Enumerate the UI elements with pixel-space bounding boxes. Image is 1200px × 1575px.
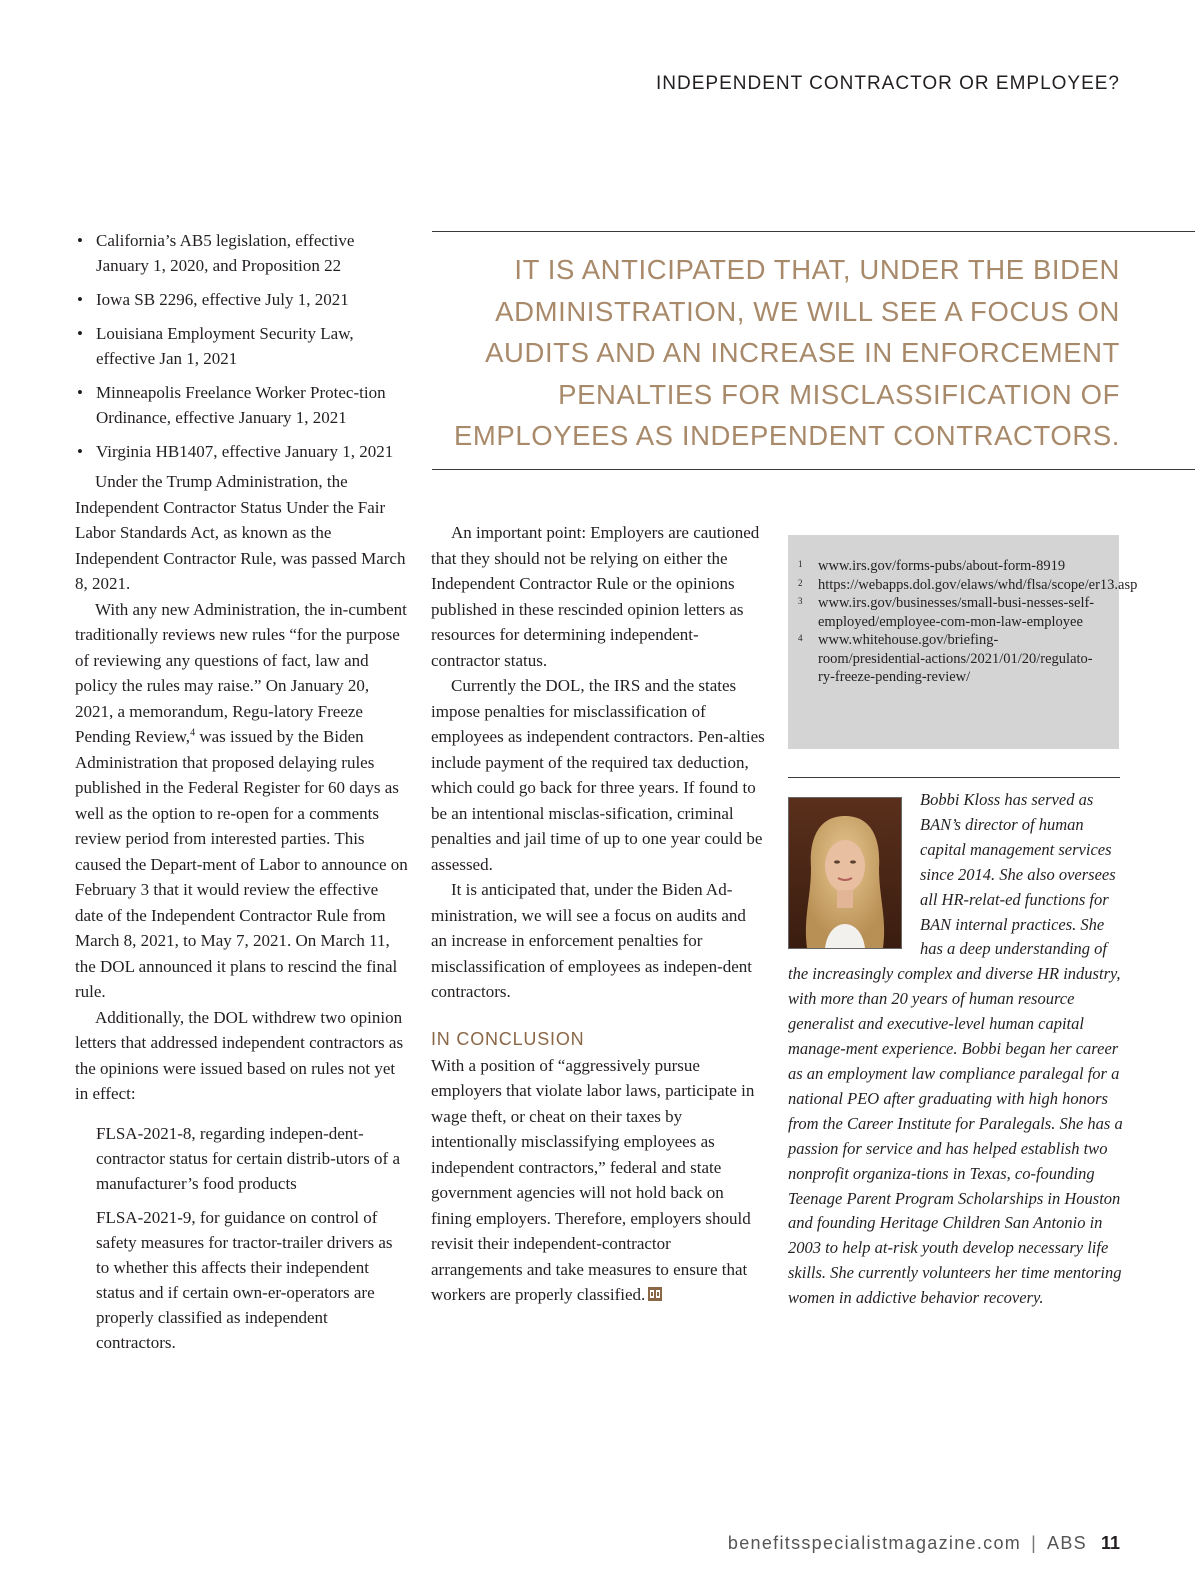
footer-separator: | xyxy=(1031,1533,1038,1553)
footer-website[interactable]: benefitsspecialistmagazine.com xyxy=(727,1533,1022,1553)
paragraph xyxy=(75,597,410,1005)
bio-text: Bobbi Kloss has served as BAN’s director of human capital management services since 2014. She also oversees all HR-relat-ed functions for BAN internal practices. She has a deep understanding of the increasingly complex and diverse HR industry, with more than 20 years of human resource generalist and executive-level human capital manage-ment experience. Bobbi began her career as an employment law compliance paralegal for a national PEO after graduating with high honors from the Career Institute for Paralegals. She has a passion for service and has helped establish two nonprofit organiza-tions in Texas, co-founding Teenage Parent Program Scholarships in Houston and founding Heritage Children San Antonio in 2003 to help at-risk youth develop necessary life skills. She currently volunteers her time mentoring women in addictive behavior recovery. xyxy=(788,790,1123,1308)
end-mark-icon xyxy=(648,1287,662,1301)
footnote-number: 1 xyxy=(798,559,803,569)
footnote-link[interactable]: www.whitehouse.gov/briefing-room/presidential-actions/2021/01/20/regulato-ry-freeze-pending-review/ xyxy=(818,632,1093,685)
paragraph: An important point: Employers are cautioned that they should not be relying on either the Independent Contractor Rule or the opinions published in these rescinded opinion letters as resources for determining independent-contractor status. xyxy=(431,523,760,670)
author-photo xyxy=(788,797,902,949)
list-item: • Iowa SB 2296, effective July 1, 2021 xyxy=(75,287,410,312)
footnote xyxy=(798,631,1103,687)
list-item: • Louisiana Employment Security Law, effective Jan 1, 2021 xyxy=(75,321,410,371)
opinion-letter-item: FLSA-2021-8, regarding indepen-dent-contractor status for certain distrib-utors of a manufacturer’s food products xyxy=(96,1123,401,1193)
paragraph: Currently the DOL, the IRS and the states impose penalties for misclassification of employees as independent contractors. Pen-alties include payment of the required tax deduction, which could go back for three years. If found to be an intentional misclas-sification, criminal penalties and jail time of up to one year could be assessed. xyxy=(431,676,765,874)
section-heading: IN CONCLUSION xyxy=(431,1028,585,1049)
footnote-number: 2 xyxy=(798,577,803,588)
footnote-link[interactable]: https://webapps.dol.gov/elaws/whd/flsa/scope/er13.asp xyxy=(818,576,1138,593)
footnotes-box xyxy=(788,535,1138,749)
paragraph: It is anticipated that, under the Biden Ad-ministration, we will see a focus on audits and an increase in enforcement penalties for misclassification of employees as indepen-dent contractors. xyxy=(431,880,753,1001)
paragraph: Under the Trump Administration, the Independent Contractor Status Under the Fair Labor Standards Act, as known as the Independent Contractor Rule, was passed March 8, 2021. xyxy=(75,472,406,593)
footnote-link[interactable]: www.irs.gov/forms-pubs/about-form-8919 xyxy=(818,558,1066,574)
pull-quote-text: IT IS ANTICIPATED THAT, UNDER THE BIDEN ADMINISTRATION, WE WILL SEE A FOCUS ON AUDITS AND AN INCREASE IN ENFORCEMENT PENALTIES FOR MISCLASSIFICATION OF EMPLOYEES AS INDEPENDENT CONTRACTORS. xyxy=(453,254,1120,451)
left-column xyxy=(75,228,410,1355)
paragraph xyxy=(431,1053,766,1308)
footnote xyxy=(798,557,1103,576)
footnote-number: 3 xyxy=(798,596,803,606)
list-item: • California’s AB5 legislation, effective January 1, 2020, and Proposition 22 xyxy=(75,228,410,278)
footnote xyxy=(798,576,1138,595)
legislation-list xyxy=(75,228,410,464)
page-number: 11 xyxy=(1100,1533,1120,1553)
running-header: INDEPENDENT CONTRACTOR OR EMPLOYEE? xyxy=(656,73,1120,94)
list-item: • Minneapolis Freelance Worker Protec-tion Ordinance, effective January 1, 2021 xyxy=(75,380,410,430)
page-footer xyxy=(728,1533,1120,1554)
paragraph-text: With any new Administration, the in-cumbent traditionally reviews new rules “for the purpose of reviewing any questions of fact, law and policy the rules may raise.” On January 20, 2021, a memorandum, Regu-latory Freeze Pending Review, xyxy=(75,599,407,746)
pull-quote xyxy=(432,231,1195,470)
paragraph-text: was issued by the Biden Administration that proposed delaying rules published in the Federal Register for 60 days as well as the option to re-open for a comments review period from interested parties. This caused the Depart-ment of Labor to announce on February 3 that it would review the effective date of the Independent Contractor Rule from March 8, 2021, to May 7, 2021. On March 11, the DOL announced it plans to rescind the final rule. xyxy=(75,727,408,1001)
opinion-letter-item: FLSA-2021-9, for guidance on control of safety measures for tractor-trailer drivers as to whether this affects their independent status and if certain own-er-operators are properly classified as independent contractors. xyxy=(96,1207,393,1352)
footnote-link[interactable]: www.irs.gov/businesses/small-busi-nesses-self-employed/employee-com-mon-law-employee xyxy=(818,595,1095,630)
list-item: • Virginia HB1407, effective January 1, 2021 xyxy=(75,439,410,464)
footnote-number: 4 xyxy=(798,633,803,643)
bio-divider xyxy=(788,777,1120,778)
conclusion-text: With a position of “aggressively pursue employers that violate labor laws, participate in wage theft, or cheat on their taxes by intentionally misclassifying employees as independent contractors,” federal and state government agencies will not hold back on fining employers. Therefore, employers should revisit their independent-contractor arrangements and take measures to ensure that workers are properly classified. xyxy=(431,1055,755,1304)
footer-publication: ABS xyxy=(1047,1533,1087,1553)
footnote-ref: 4 xyxy=(190,727,196,739)
footnote xyxy=(798,594,1103,631)
author-bio xyxy=(788,788,1123,1311)
middle-column xyxy=(431,520,766,1308)
paragraph: Additionally, the DOL withdrew two opinion letters that addressed independent contractors as the opinions were issued based on rules not yet in effect: xyxy=(75,1007,404,1103)
